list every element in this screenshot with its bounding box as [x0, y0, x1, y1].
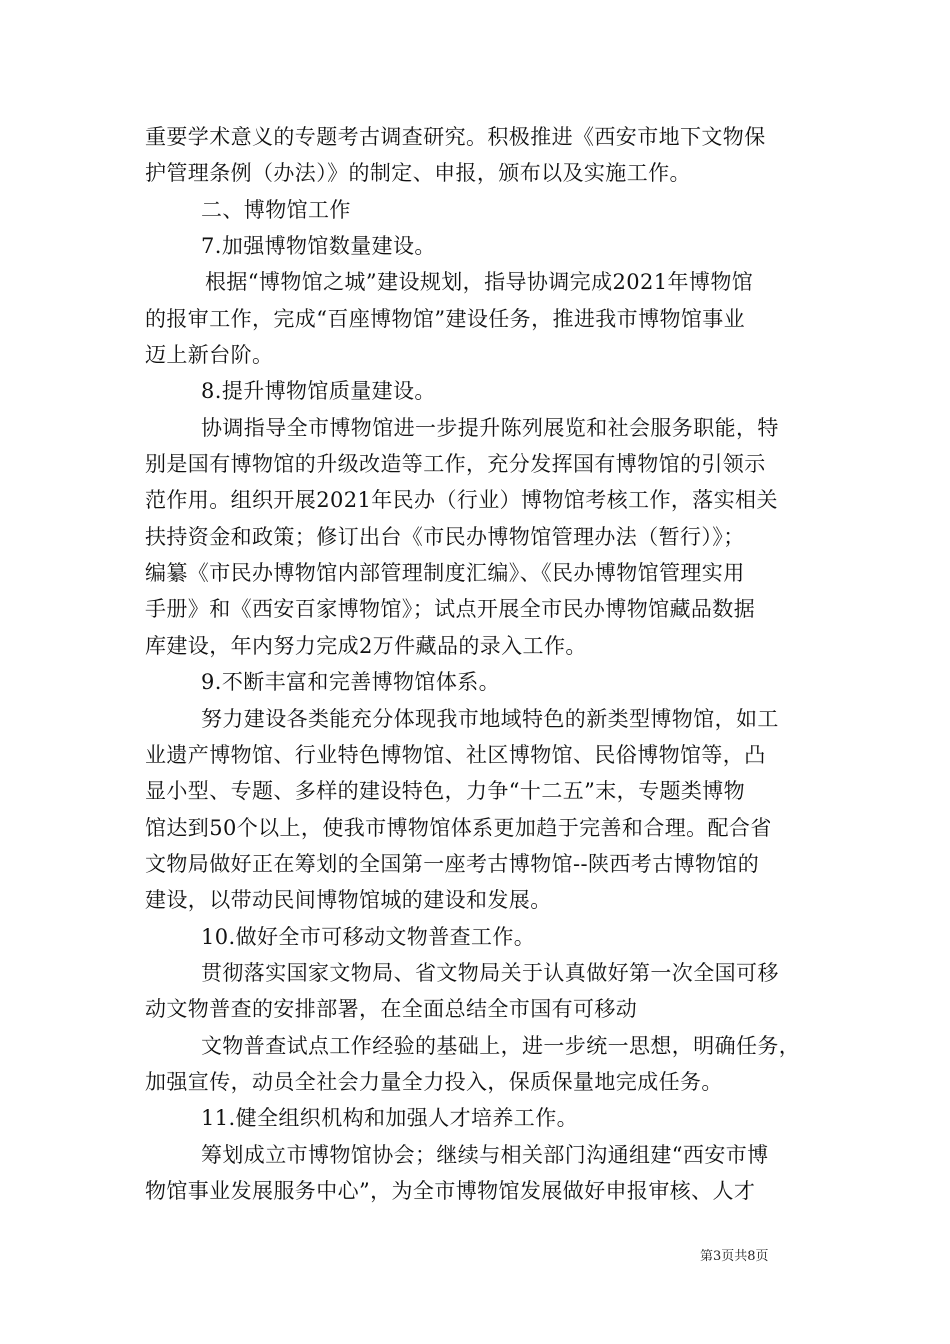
section-heading: 二、博物馆工作: [201, 197, 351, 222]
item-heading: 11.健全组织机构和加强人才培养工作。: [201, 1106, 578, 1131]
text-line: 业遗产博物馆、行业特色博物馆、社区博物馆、民俗博物馆等，凸: [145, 742, 766, 767]
text-line: 范作用。组织开展2021年民办（行业）博物馆考核工作，落实相关: [145, 488, 778, 513]
text-line: 动文物普查的安排部署，在全面总结全市国有可移动: [145, 997, 638, 1022]
text-line: 护管理条例（办法）》的制定、申报，颁布以及实施工作。: [145, 161, 691, 186]
page-number-footer: 第3页共8页: [700, 1249, 769, 1264]
text-line: 显小型、专题、多样的建设特色，力争“十二五”末，专题类博物: [145, 779, 746, 804]
text-line: 库建设，年内努力完成2万件藏品的录入工作。: [145, 633, 587, 658]
text-line: 编纂《市民办博物馆内部管理制度汇编》、《民办博物馆管理实用: [145, 561, 745, 586]
text-line: 贯彻落实国家文物局、省文物局关于认真做好第一次全国可移: [201, 960, 779, 985]
text-line: 馆达到50个以上，使我市博物馆体系更加趋于完善和合理。配合省: [145, 815, 772, 840]
text-line: 的报审工作，完成“百座博物馆”建设任务，推进我市博物馆事业: [145, 306, 746, 331]
text-line: 努力建设各类能充分体现我市地域特色的新类型博物馆，如工: [201, 706, 779, 731]
item-heading: 10.做好全市可移动文物普查工作。: [201, 924, 536, 949]
text-line: 文物局做好正在筹划的全国第一座考古博物馆--陕西考古博物馆的: [145, 851, 760, 876]
text-line: 扶持资金和政策；修订出台《市民办博物馆管理办法（暂行）》；: [145, 524, 745, 549]
text-line: 筹划成立市博物馆协会；继续与相关部门沟通组建“西安市博: [201, 1142, 769, 1167]
text-line: 根据“博物馆之城”建设规划，指导协调完成2021年博物馆: [205, 270, 754, 295]
text-line: 物馆事业发展服务中心”，为全市博物馆发展做好申报审核、人才: [145, 1178, 756, 1203]
text-line: 协调指导全市博物馆进一步提升陈列展览和社会服务职能，特: [201, 415, 779, 440]
item-heading: 7.加强博物馆数量建设。: [201, 234, 436, 259]
text-line: 建设，以带动民间博物馆城的建设和发展。: [145, 888, 552, 913]
text-line: 加强宣传，动员全社会力量全力投入，保质保量地完成任务。: [145, 1069, 723, 1094]
text-line: 重要学术意义的专题考古调查研究。积极推进《西安市地下文物保: [145, 125, 766, 149]
text-line: 迈上新台阶。: [145, 343, 274, 368]
document-body: [145, 119, 810, 1209]
item-heading: 9.不断丰富和完善博物馆体系。: [201, 670, 501, 695]
text-line: 手册》和《西安百家博物馆》；试点开展全市民办博物馆藏品数据: [145, 597, 756, 622]
text-line: 文物普查试点工作经验的基础上，进一步统一思想，明确任务，: [201, 1033, 801, 1058]
item-heading: 8.提升博物馆质量建设。: [201, 379, 436, 404]
text-line: 别是国有博物馆的升级改造等工作，充分发挥国有博物馆的引领示: [145, 452, 766, 477]
